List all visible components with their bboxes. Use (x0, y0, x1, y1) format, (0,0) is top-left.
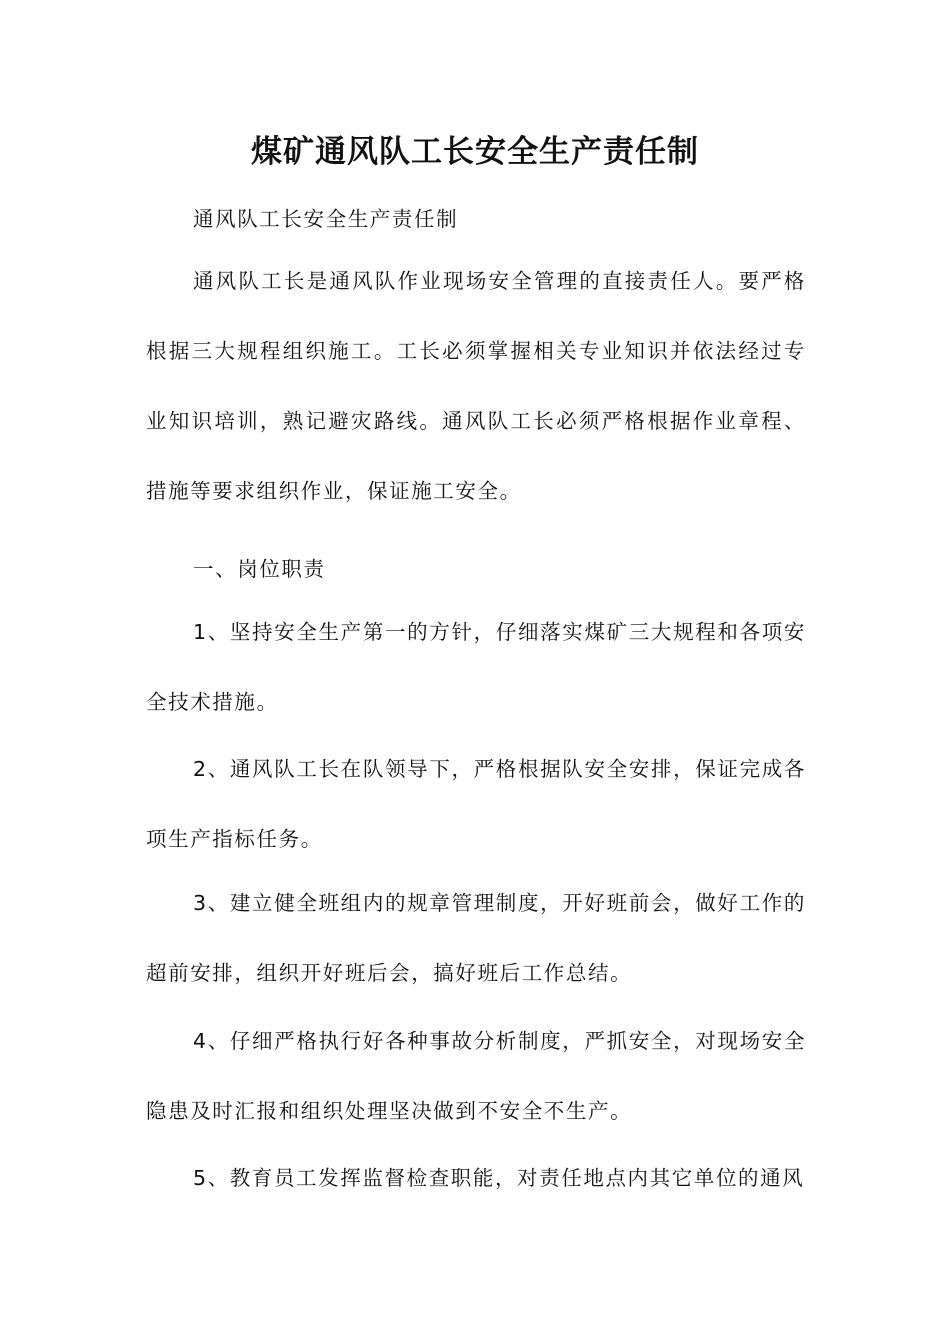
document-title: 煤矿通风队工长安全生产责任制 (251, 134, 699, 170)
section-heading: 一、岗位职责 (193, 557, 326, 581)
intro-paragraph: 通风队工长是通风队作业现场安全管理的直接责任人。要严格根据三大规程组织施工。工长必须掌握相关专业知识并依法经过专业知识培训，熟记避灾路线。通风队工长必须严格根据作业章程、措施等要求组织作业，保证施工安全。 (146, 269, 806, 503)
duty-item-3: 3、建立健全班组内的规章管理制度，开好班前会，做好工作的超前安排，组织开好班后会，搞好班后工作总结。 (146, 891, 806, 985)
subtitle-paragraph: 通风队工长安全生产责任制 (193, 207, 459, 231)
duty-item-2: 2、通风队工长在队领导下，严格根据队安全安排，保证完成各项生产指标任务。 (146, 757, 806, 851)
duty-item-5: 5、教育员工发挥监督检查职能，对责任地点内其它单位的通风 (193, 1166, 805, 1190)
duty-item-4: 4、仔细严格执行好各种事故分析制度，严抓安全，对现场安全隐患及时汇报和组织处理坚决做到不安全不生产。 (146, 1029, 806, 1123)
duty-item-1: 1、坚持安全生产第一的方针，仔细落实煤矿三大规程和各项安全技术措施。 (146, 620, 806, 714)
